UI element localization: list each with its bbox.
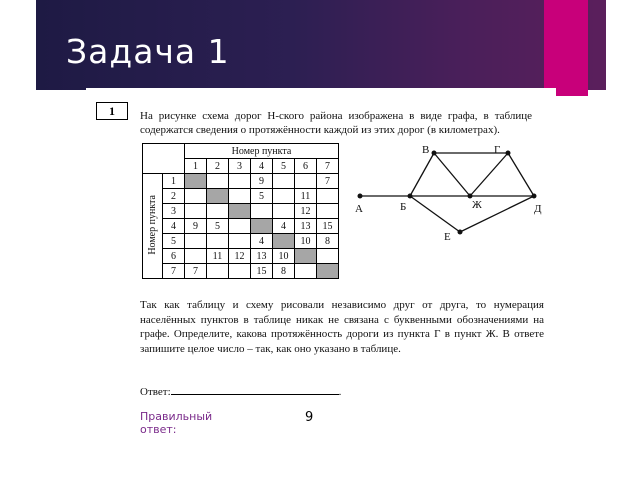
table-cell bbox=[229, 174, 251, 189]
table-col-label: 6 bbox=[295, 159, 317, 174]
table-cell: 7 bbox=[317, 174, 339, 189]
table-cell bbox=[185, 189, 207, 204]
correct-answer-value: 9 bbox=[305, 410, 314, 425]
table-diagonal-cell bbox=[229, 204, 251, 219]
table-row-label: 3 bbox=[163, 204, 185, 219]
table-cell bbox=[229, 189, 251, 204]
table-cell: 8 bbox=[273, 264, 295, 279]
table-cell bbox=[295, 264, 317, 279]
table-column-header: Номер пункта bbox=[185, 144, 339, 159]
slide-title: Задача 1 bbox=[66, 32, 230, 71]
task-intro: На рисунке схема дорог Н-ского района изображена в виде графа, в таблице содержатся сведения о протяжённости каждой из этих дорог (в километрах). bbox=[140, 110, 532, 136]
table-cell: 13 bbox=[251, 249, 273, 264]
table-cell: 13 bbox=[295, 219, 317, 234]
table-cell: 5 bbox=[207, 219, 229, 234]
table-cell: 4 bbox=[273, 219, 295, 234]
node-label-e: Е bbox=[444, 231, 451, 243]
node-b bbox=[408, 194, 413, 199]
correct-answer-label: Правильный ответ: bbox=[140, 410, 213, 436]
table-cell bbox=[317, 189, 339, 204]
table-cell bbox=[229, 234, 251, 249]
table-corner bbox=[143, 144, 185, 174]
distance-table bbox=[142, 143, 339, 279]
table-row-label: 4 bbox=[163, 219, 185, 234]
table-row-label: 1 bbox=[163, 174, 185, 189]
table-row-label: 5 bbox=[163, 234, 185, 249]
table-cell bbox=[185, 204, 207, 219]
accent-bar bbox=[544, 0, 588, 96]
node-label-g: Г bbox=[494, 144, 501, 156]
node-v bbox=[432, 151, 437, 156]
answer-label: Ответ: bbox=[140, 386, 171, 398]
edge-b-v bbox=[410, 153, 434, 196]
table-col-label: 4 bbox=[251, 159, 273, 174]
table-row-label: 6 bbox=[163, 249, 185, 264]
table-cell: 12 bbox=[295, 204, 317, 219]
node-g bbox=[506, 151, 511, 156]
table-cell bbox=[251, 204, 273, 219]
node-zh bbox=[468, 194, 473, 199]
table-row-label: 7 bbox=[163, 264, 185, 279]
table-diagonal-cell bbox=[273, 234, 295, 249]
table-row-header bbox=[143, 174, 163, 279]
answer-field[interactable]: Ответ: . bbox=[140, 386, 342, 398]
table-cell bbox=[317, 204, 339, 219]
answer-blank[interactable] bbox=[171, 385, 339, 395]
table-cell bbox=[207, 234, 229, 249]
table-diagonal-cell bbox=[207, 189, 229, 204]
table-cell: 10 bbox=[295, 234, 317, 249]
node-d bbox=[532, 194, 537, 199]
table-diagonal-cell bbox=[317, 264, 339, 279]
table-cell bbox=[229, 264, 251, 279]
table-cell: 7 bbox=[185, 264, 207, 279]
table-cell bbox=[207, 204, 229, 219]
table-cell bbox=[185, 234, 207, 249]
table-cell bbox=[207, 264, 229, 279]
table-cell: 11 bbox=[207, 249, 229, 264]
table-cell: 12 bbox=[229, 249, 251, 264]
table-row-header-text: Номер пункта bbox=[147, 194, 158, 255]
table-cell: 8 bbox=[317, 234, 339, 249]
table-cell bbox=[317, 249, 339, 264]
table-col-label: 7 bbox=[317, 159, 339, 174]
table-diagonal-cell bbox=[185, 174, 207, 189]
table-diagonal-cell bbox=[295, 249, 317, 264]
table-cell: 9 bbox=[251, 174, 273, 189]
table-cell bbox=[207, 174, 229, 189]
table-cell bbox=[295, 174, 317, 189]
node-e bbox=[458, 230, 463, 235]
edge-g-d bbox=[508, 153, 534, 196]
node-label-v: В bbox=[422, 144, 430, 156]
table-cell: 11 bbox=[295, 189, 317, 204]
table-diagonal-cell bbox=[251, 219, 273, 234]
table-row-label: 2 bbox=[163, 189, 185, 204]
road-graph bbox=[352, 140, 552, 245]
node-label-d: Д bbox=[534, 203, 542, 215]
table-cell: 4 bbox=[251, 234, 273, 249]
edge-b-e bbox=[410, 196, 460, 232]
node-label-b: Б bbox=[400, 201, 407, 213]
table-col-label: 3 bbox=[229, 159, 251, 174]
task-question: Так как таблицу и схему рисовали независимо друг от друга, то нумерация населённых пунктов в таблице никак не связана с буквенными обозначениями на графе. Определите, какова протяжённость дороги из пункта Г в пункт Ж. В ответе запишите целое число – так, как оно указано в таблице. bbox=[140, 299, 544, 355]
edge-v-zh bbox=[434, 153, 470, 196]
table-cell bbox=[273, 174, 295, 189]
table-cell: 5 bbox=[251, 189, 273, 204]
table-cell: 15 bbox=[317, 219, 339, 234]
table-cell bbox=[229, 219, 251, 234]
table-cell bbox=[185, 249, 207, 264]
task-number: 1 bbox=[96, 102, 128, 120]
node-label-zh: Ж bbox=[472, 199, 482, 211]
edge-g-zh bbox=[470, 153, 508, 196]
table-cell: 9 bbox=[185, 219, 207, 234]
table-col-label: 5 bbox=[273, 159, 295, 174]
table-cell bbox=[273, 189, 295, 204]
table-col-label: 2 bbox=[207, 159, 229, 174]
table-cell: 15 bbox=[251, 264, 273, 279]
node-label-a: А bbox=[355, 203, 363, 215]
table-col-label: 1 bbox=[185, 159, 207, 174]
table-cell bbox=[273, 204, 295, 219]
table-cell: 10 bbox=[273, 249, 295, 264]
node-a bbox=[358, 194, 363, 199]
